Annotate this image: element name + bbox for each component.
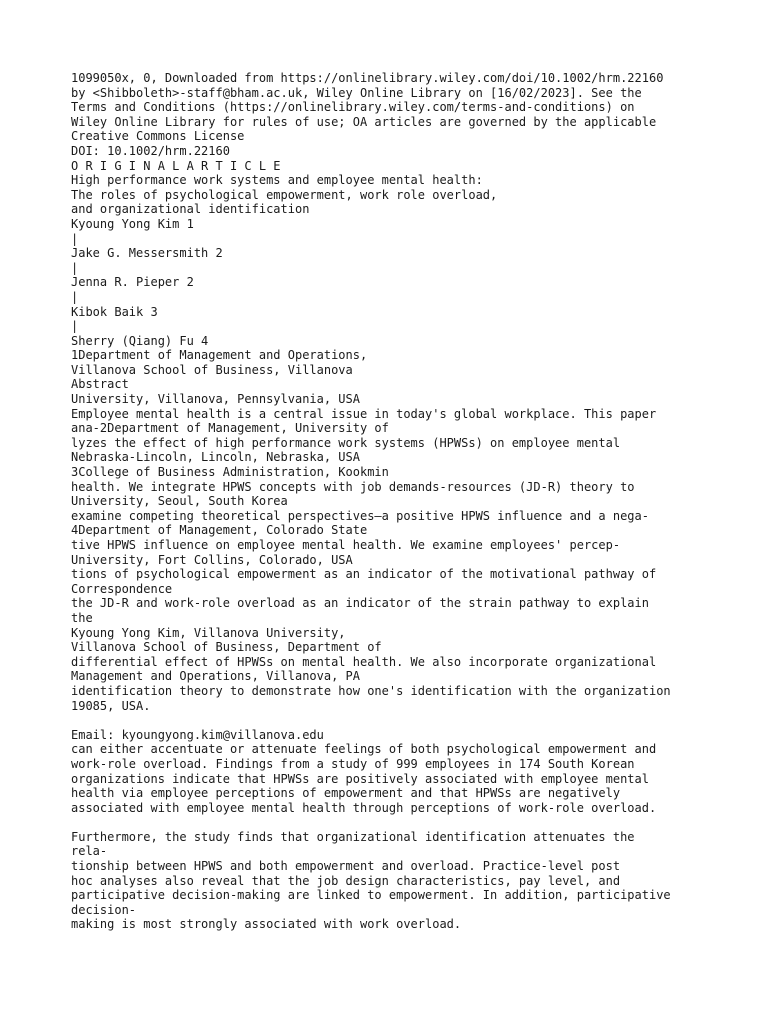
- abstract-line: identification theory to demonstrate how one's identification with the organization: [71, 683, 671, 698]
- author-line: Jenna R. Pieper 2: [71, 275, 194, 290]
- abstract-heading: Abstract: [71, 377, 129, 392]
- abstract-line: the JD-R and work-role overload as an indicator of the strain pathway to explain: [71, 596, 649, 611]
- affiliation-line: University, Villanova, Pennsylvania, USA: [71, 392, 360, 407]
- correspondence-line: Villanova School of Business, Department of: [71, 640, 382, 655]
- text-line: Creative Commons License: [71, 129, 245, 144]
- abstract-line: tionship between HPWS and both empowerment and overload. Practice-level post: [71, 859, 621, 874]
- abstract-line: examine competing theoretical perspectives—a positive HPWS influence and a nega-: [71, 508, 649, 523]
- blank-line: [71, 713, 751, 728]
- blank-line: [71, 815, 751, 830]
- article-title-line: The roles of psychological empowerment, work role overload,: [71, 187, 498, 202]
- author-line: Sherry (Qiang) Fu 4: [71, 333, 209, 348]
- abstract-line: making is most strongly associated with work overload.: [71, 917, 462, 932]
- abstract-line: lyzes the effect of high performance work systems (HPWSs) on employee mental: [71, 435, 621, 450]
- abstract-line: hoc analyses also reveal that the job design characteristics, pay level, and: [71, 873, 621, 888]
- author-separator: |: [71, 319, 79, 334]
- affiliation-line: 1Department of Management and Operations,: [71, 348, 368, 363]
- text-line: by <Shibboleth>-staff@bham.ac.uk, Wiley Online Library on [16/02/2023]. See the: [71, 85, 642, 100]
- abstract-line: tions of psychological empowerment as an indicator of the motivational pathway of: [71, 567, 657, 582]
- affiliation-line: University, Fort Collins, Colorado, USA: [71, 552, 353, 567]
- abstract-line: associated with employee mental health through perceptions of work-role overload.: [71, 800, 657, 815]
- correspondence-line: 19085, USA.: [71, 698, 151, 713]
- affiliation-line: University, Seoul, South Korea: [71, 494, 288, 509]
- abstract-line: rela-: [71, 844, 108, 859]
- document-text: [71, 71, 751, 932]
- abstract-line: health via employee perceptions of empowerment and that HPWSs are negatively: [71, 786, 621, 801]
- affiliation-line: 4Department of Management, Colorado State: [71, 523, 368, 538]
- email-line: Email: kyoungyong.kim@villanova.edu: [71, 727, 324, 742]
- affiliation-line: Villanova School of Business, Villanova: [71, 362, 353, 377]
- text-line: Terms and Conditions (https://onlinelibrary.wiley.com/terms-and-conditions) on: [71, 100, 635, 115]
- author-line: Kibok Baik 3: [71, 304, 158, 319]
- article-type: O R I G I N A L A R T I C L E: [71, 158, 281, 173]
- correspondence-line: Management and Operations, Villanova, PA: [71, 669, 360, 684]
- abstract-line: health. We integrate HPWS concepts with job demands-resources (JD-R) theory to: [71, 479, 635, 494]
- abstract-line: tive HPWS influence on employee mental health. We examine employees' percep-: [71, 538, 621, 552]
- abstract-line: Employee mental health is a central issue in today's global workplace. This paper: [71, 406, 657, 421]
- doi-line: DOI: 10.1002/hrm.22160: [71, 143, 230, 158]
- article-title-line: and organizational identification: [71, 202, 310, 217]
- affiliation-line: 3College of Business Administration, Kookmin: [71, 465, 389, 480]
- author-separator: |: [71, 289, 79, 304]
- affiliation-line: Nebraska-Lincoln, Lincoln, Nebraska, USA: [71, 450, 360, 465]
- abstract-line: decision-: [71, 902, 137, 917]
- abstract-line: organizations indicate that HPWSs are positively associated with employee mental: [71, 771, 649, 786]
- text-line: ana-2Department of Management, University of: [71, 421, 389, 436]
- abstract-line: differential effect of HPWSs on mental health. We also incorporate organizational: [71, 654, 657, 669]
- article-title-line: High performance work systems and employee mental health:: [71, 173, 483, 188]
- abstract-line: Furthermore, the study finds that organizational identification attenuates the: [71, 829, 635, 844]
- text-line: 1099050x, 0, Downloaded from https://onlinelibrary.wiley.com/doi/10.1002/hrm.22160: [71, 71, 664, 85]
- author-separator: |: [71, 260, 79, 275]
- correspondence-line: Kyoung Yong Kim, Villanova University,: [71, 625, 346, 640]
- abstract-line: work-role overload. Findings from a study of 999 employees in 174 South Korean: [71, 756, 635, 771]
- text-line: Wiley Online Library for rules of use; OA articles are governed by the applicable: [71, 114, 657, 129]
- author-line: Kyoung Yong Kim 1: [71, 216, 194, 231]
- abstract-line: can either accentuate or attenuate feelings of both psychological empowerment and: [71, 742, 657, 757]
- abstract-line: participative decision-making are linked to empowerment. In addition, participative: [71, 888, 671, 903]
- correspondence-heading: Correspondence: [71, 581, 173, 596]
- abstract-line: the: [71, 610, 93, 625]
- author-line: Jake G. Messersmith 2: [71, 246, 223, 261]
- author-separator: |: [71, 231, 79, 246]
